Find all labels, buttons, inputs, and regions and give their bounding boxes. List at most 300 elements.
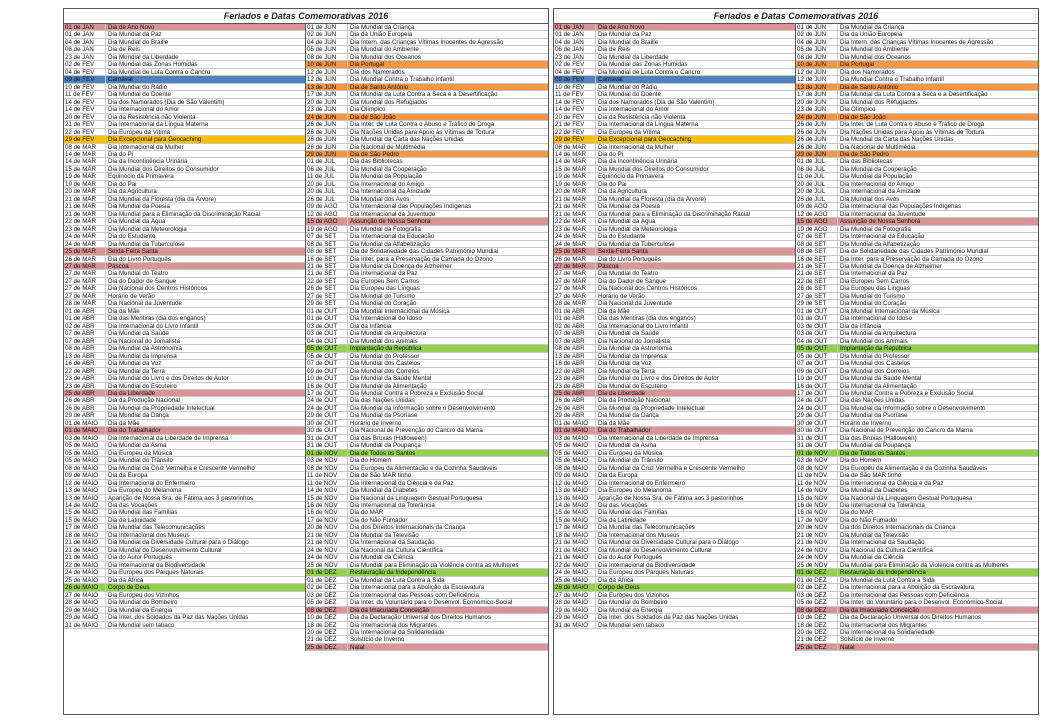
observance-cell: Dia Mundial da Alimentação xyxy=(840,382,917,389)
date-cell: 19 de MAR xyxy=(554,173,596,179)
date-cell: 23 de ABR xyxy=(554,383,596,389)
date-cell: 05 de OUT xyxy=(796,345,838,351)
date-row xyxy=(554,524,795,531)
date-row xyxy=(306,241,548,248)
date-row xyxy=(64,278,305,285)
observance-cell: Dia Mundial da Luta Contra a Sida xyxy=(350,576,445,584)
date-row xyxy=(64,54,305,61)
date-cell: 27 de MAR xyxy=(64,278,106,284)
date-row xyxy=(554,256,795,263)
observance-cell: Dia da Imaculada Conceição xyxy=(840,606,920,614)
date-cell: 26 de ABR xyxy=(554,405,596,411)
observance-cell: Solstício de Inverno xyxy=(350,636,405,643)
date-row xyxy=(306,569,548,576)
date-cell: 28 de MAR xyxy=(554,300,596,306)
date-row xyxy=(554,151,795,158)
observance-cell: Assunção de Nossa Senhora xyxy=(840,218,921,225)
observance-cell: Dia Internacional da Solidariedade xyxy=(840,628,935,636)
date-cell: 15 de MAR xyxy=(554,166,596,172)
observance-cell: Dia Mundial das Telecomunicações xyxy=(108,524,205,531)
date-cell: 01 de JUL xyxy=(796,158,838,164)
observance-cell: Dia Mundial do Ambiente xyxy=(350,46,419,53)
date-cell: 23 de JAN xyxy=(554,54,596,60)
date-row xyxy=(554,622,795,629)
date-cell: 01 de JAN xyxy=(64,24,106,30)
observance-cell: Dia dos Namorados (Dia de São Valentim) xyxy=(598,98,715,106)
date-row xyxy=(796,181,1038,188)
observance-cell: Dia Mundial dos Refugiados xyxy=(350,98,428,106)
date-row xyxy=(306,129,548,136)
observance-cell: Dia Mundial da Cooperação xyxy=(350,165,427,173)
date-row xyxy=(554,188,795,195)
date-row xyxy=(64,524,305,531)
date-row xyxy=(306,54,548,61)
observance-cell: Dia Internacional do Enfermeiro xyxy=(598,479,686,487)
date-cell: 21 de MAIO xyxy=(554,547,596,553)
date-cell: 24 de JUN xyxy=(306,114,348,120)
date-row xyxy=(554,607,795,614)
date-cell: 07 de ABR xyxy=(554,330,596,336)
date-cell: 01 de DEZ xyxy=(306,577,348,583)
observance-cell: Dia de São MAR tinho xyxy=(350,472,412,479)
observance-cell: Restauração da Independência xyxy=(350,569,437,576)
date-row xyxy=(554,91,795,98)
observance-cell: Horário de Inverno xyxy=(350,419,402,427)
observance-cell: Dia Mundial da Arquitectura xyxy=(840,330,917,337)
date-row xyxy=(64,562,305,569)
observance-cell: Dia do Estudante xyxy=(108,233,156,240)
date-cell: 01 de OUT xyxy=(306,315,348,321)
observance-cell: Dia Internacional da Mulher xyxy=(598,143,674,150)
observance-cell: Dia da Agricultura xyxy=(108,188,157,195)
date-cell: 27 de MAR xyxy=(554,293,596,299)
date-cell: 20 de NOV xyxy=(306,524,348,530)
date-cell: 26 de JUL xyxy=(796,196,838,202)
date-row xyxy=(796,308,1038,315)
date-cell: 08 de SET xyxy=(796,241,838,247)
observance-cell: Dia Mundial da Doença de Alzheimer xyxy=(840,263,942,270)
date-cell: 11 de NOV xyxy=(796,472,838,478)
date-cell: 21 de DEZ xyxy=(306,636,348,642)
date-cell: 27 de MAR xyxy=(554,270,596,276)
date-row xyxy=(796,226,1038,233)
observance-cell: Dia da Liberdade xyxy=(598,389,646,397)
date-cell: 26 de ABR xyxy=(64,397,106,403)
date-row xyxy=(554,450,795,457)
date-cell: 01 de ABR xyxy=(554,315,596,321)
date-cell: 30 de OUT xyxy=(306,427,348,433)
observance-cell: Dia dos Direitos Internacionais da Criança xyxy=(840,524,956,531)
observance-cell: Dia Mundial da Dança xyxy=(108,412,169,419)
observance-cell: Dia Olímpico xyxy=(350,106,386,113)
date-cell: 28 de MAR xyxy=(64,300,106,306)
observance-cell: Dia Mundial da Televisão xyxy=(350,531,419,539)
date-cell: 10 de OUT xyxy=(796,375,838,381)
date-cell: 06 de JUL xyxy=(796,166,838,172)
observance-cell: Dia do MAR xyxy=(840,509,874,516)
date-cell: 14 de MAR xyxy=(554,158,596,164)
date-cell: 20 de JUN xyxy=(796,99,838,105)
observance-cell: Dia Mundial da Propriedade Intelectual xyxy=(598,404,705,412)
date-cell: 27 de SET xyxy=(306,293,348,299)
date-row xyxy=(306,151,548,158)
date-cell: 25 de MAR xyxy=(554,248,596,254)
observance-cell: Dia Mundial da Água xyxy=(598,218,656,225)
date-row xyxy=(796,435,1038,442)
date-row xyxy=(796,390,1038,397)
observance-cell: Dia Mundial do Rádio xyxy=(108,83,168,91)
observance-cell: Dia Internacional da Juventude xyxy=(840,210,926,218)
date-row xyxy=(64,330,305,337)
date-row xyxy=(554,614,795,621)
date-cell: 16 de OUT xyxy=(796,383,838,389)
date-row xyxy=(64,218,305,225)
date-cell: 05 de JUN xyxy=(796,46,838,52)
observance-cell: Dia Mundial da Dança xyxy=(598,412,659,419)
observance-cell: Dia Mundial do Rádio xyxy=(598,83,658,91)
date-cell: 21 de MAR xyxy=(64,211,106,217)
date-row xyxy=(306,472,548,479)
date-row xyxy=(306,218,548,225)
date-cell: 10 de DEZ xyxy=(306,614,348,620)
date-row xyxy=(306,584,548,591)
observance-cell: Dia Mundial da Imprensa xyxy=(108,352,177,360)
observance-cell: Dia Internacional da Biodiversidade xyxy=(598,561,696,569)
date-row xyxy=(64,517,305,524)
date-cell: 08 de MAIO xyxy=(64,465,106,471)
date-cell: 23 de ABR xyxy=(64,383,106,389)
date-row xyxy=(796,129,1038,136)
observance-cell: Dia de São João xyxy=(840,113,886,121)
observance-cell: Dia Mundial da Saúde Mental xyxy=(350,375,432,382)
observance-cell: Dia Mundial Internacional da Música xyxy=(350,307,450,315)
observance-cell: Dia Europeu dos Parques Naturais xyxy=(598,569,694,576)
date-row xyxy=(306,487,548,494)
observance-cell: Dia Intern. das Crianças Vítimas Inocentes de Agressão xyxy=(350,38,504,46)
date-cell: 04 de JUN xyxy=(796,39,838,45)
date-cell: 01 de JUL xyxy=(306,158,348,164)
date-cell: 08 de MAIO xyxy=(554,465,596,471)
calendar-sheet-right xyxy=(553,8,1039,715)
date-cell: 13 de ABR xyxy=(64,353,106,359)
observance-cell: Dia de São Pedro xyxy=(350,150,399,158)
date-cell: 24 de MAR xyxy=(64,241,106,247)
observance-cell: Dia Mundial dos Castelos xyxy=(840,360,911,367)
date-row xyxy=(64,24,305,31)
date-row xyxy=(796,644,1038,651)
observance-cell: Dia Inter. para a Preservação da Camada do Ozono xyxy=(840,255,983,262)
observance-cell: Aparição de Nossa Sra. de Fátima aos 3 pastorinhos xyxy=(598,494,744,501)
date-row xyxy=(64,577,305,584)
observance-cell: Dia Mundial da Saúde Mental xyxy=(840,375,922,382)
date-cell: 11 de JUL xyxy=(306,173,348,179)
date-row xyxy=(554,390,795,397)
observance-cell: Dia Mundial do Desenvolvimento Cultural xyxy=(598,546,712,554)
observance-cell: Dia Internacional da Amizade xyxy=(840,188,921,195)
date-row xyxy=(796,383,1038,390)
observance-cell: Dia Nacional da Cultura Científica xyxy=(350,546,443,554)
observance-cell: Horário de Verão xyxy=(108,292,155,300)
observance-cell: Solstício de Inverno xyxy=(840,636,895,643)
date-cell: 20 de JUL xyxy=(306,188,348,194)
date-cell: 20 de MAR xyxy=(64,188,106,194)
observance-cell: Dia Mundial da Diversidade Cultural para o Diálogo xyxy=(598,539,739,546)
observance-cell: Dia dos Namorados (Dia de São Valentim) xyxy=(108,98,225,106)
date-cell: 26 de JUN xyxy=(796,144,838,150)
observance-cell: Dia Internacional dos Migrantes xyxy=(350,621,438,628)
observance-cell: Dia Mundial da Televisão xyxy=(840,531,909,539)
date-cell: 01 de OUT xyxy=(796,315,838,321)
date-cell: 19 de MAR xyxy=(64,173,106,179)
observance-cell: Dia Mundial do Professor xyxy=(350,352,420,360)
observance-cell: Dia Mundial dos Animais xyxy=(350,337,418,345)
date-cell: 26 de MAR xyxy=(554,256,596,262)
date-cell: 15 de AGO xyxy=(306,218,348,224)
date-cell: 30 de OUT xyxy=(796,427,838,433)
observance-cell: Dia Mundial do Teatro xyxy=(598,270,659,277)
observance-cell: Dia da Agricultura xyxy=(598,188,647,195)
date-row xyxy=(306,315,548,322)
observance-cell: Dia Mundial da Floresta (dia da Árvore) xyxy=(598,195,706,203)
date-row xyxy=(554,323,795,330)
column-jan-may xyxy=(554,24,796,651)
date-cell: 08 de ABR xyxy=(64,345,106,351)
observance-cell: Dia Internacional das Populações Indígenas xyxy=(840,203,962,210)
observance-cell: Dia de Todos os Santos xyxy=(840,449,906,457)
date-row xyxy=(554,592,795,599)
date-cell: 28 de MAIO xyxy=(64,599,106,605)
observance-cell: Dia Internacional da Educação xyxy=(840,233,925,240)
observance-cell: Dia do Trabalhador xyxy=(108,427,161,434)
observance-cell: Corpo de Deus xyxy=(598,584,640,591)
observance-cell: Dia do Estudante xyxy=(598,233,646,240)
observance-cell: Dia Mundial da Diabetes xyxy=(840,487,908,494)
observance-cell: Dia Portugal xyxy=(350,61,385,68)
date-row xyxy=(64,442,305,449)
observance-cell: Dia Olímpico xyxy=(840,106,876,113)
date-cell: 01 de DEZ xyxy=(306,569,348,575)
observance-cell: Dia Mundial dos Direitos do Consumidor xyxy=(598,165,709,173)
date-row xyxy=(64,121,305,128)
date-cell: 15 de NOV xyxy=(796,495,838,501)
observance-cell: Dia Mundial do Trânsito xyxy=(598,457,664,464)
observance-cell: Dia Mundial da Paz xyxy=(108,31,162,38)
date-cell: 26 de MAIO xyxy=(554,584,596,590)
observance-cell: Dia Europeu dos Vizinhos xyxy=(598,591,670,599)
date-cell: 25 de MAIO xyxy=(64,577,106,583)
date-cell: 07 de OUT xyxy=(306,360,348,366)
observance-cell: Dia Mundial do Braille xyxy=(598,38,659,46)
date-row xyxy=(306,412,548,419)
date-cell: 04 de FEV xyxy=(554,69,596,75)
date-cell: 01 de ABR xyxy=(64,308,106,314)
observance-cell: Corpo de Deus xyxy=(108,584,150,591)
observance-cell: Dia Internacional da Liberdade de Imprensa xyxy=(598,434,719,442)
observance-cell: Dia Internacional da Educação xyxy=(350,233,435,240)
date-row xyxy=(796,278,1038,285)
observance-cell: Dia de Ano Novo xyxy=(598,24,645,31)
date-row xyxy=(796,173,1038,180)
date-cell: 24 de MAR xyxy=(554,233,596,239)
date-row xyxy=(554,278,795,285)
observance-cell: Dia Nacional de Prevenção do Cancro da Mama xyxy=(350,427,483,434)
date-row xyxy=(64,114,305,121)
date-row xyxy=(306,457,548,464)
date-cell: 01 de DEZ xyxy=(796,577,838,583)
date-cell: 24 de MAIO xyxy=(64,569,106,575)
date-row xyxy=(554,99,795,106)
date-cell: 01 de OUT xyxy=(306,308,348,314)
date-row xyxy=(554,315,795,322)
observance-cell: Dia Inter. do Voluntário para o Desenvol. Económico-Social xyxy=(840,599,1003,606)
date-cell: 26 de SET xyxy=(306,285,348,291)
date-row xyxy=(306,270,548,277)
date-row xyxy=(306,84,548,91)
observance-cell: Dia Mundial da Saúde xyxy=(108,330,169,337)
date-cell: 15 de MAIO xyxy=(64,509,106,515)
date-cell: 15 de NOV xyxy=(306,495,348,501)
date-cell: 02 de JUN xyxy=(796,31,838,37)
date-row xyxy=(306,39,548,46)
observance-cell: Dia da Europa xyxy=(108,472,148,479)
observance-cell: Dia das Mentiras (dia dos enganos) xyxy=(108,315,206,322)
date-cell: 05 de OUT xyxy=(306,345,348,351)
date-row xyxy=(64,106,305,113)
date-cell: 30 de OUT xyxy=(796,420,838,426)
observance-cell: Dia Europeu da Vítima xyxy=(108,128,171,136)
date-cell: 08 de NOV xyxy=(796,465,838,471)
date-row xyxy=(796,636,1038,643)
date-cell: 25 de DEZ xyxy=(306,644,348,650)
date-row xyxy=(306,293,548,300)
date-cell: 20 de JUL xyxy=(796,181,838,187)
observance-cell: Dia Mundial da Carta das Nações Unidas xyxy=(840,136,954,143)
observance-cell: Dia Mundial das Telecomunicações xyxy=(598,524,695,531)
date-row xyxy=(796,136,1038,143)
date-cell: 02 de DEZ xyxy=(796,584,838,590)
observance-cell: Dia da Imaculada Conceição xyxy=(350,606,430,614)
date-row xyxy=(64,539,305,546)
date-cell: 21 de MAIO xyxy=(64,554,106,560)
observance-cell: Dia Internacional dos Museus xyxy=(598,531,680,539)
date-row xyxy=(554,24,795,31)
observance-cell: Dia dos Direitos Internacionais da Criança xyxy=(350,524,466,531)
date-cell: 22 de FEV xyxy=(64,129,106,135)
date-cell: 02 de JUN xyxy=(306,31,348,37)
observance-cell: Dia Mundial da Cruz Vermelha e Crescente Vermelho xyxy=(108,464,255,472)
observance-cell: Dia do Dador de Sangue xyxy=(598,277,667,285)
date-row xyxy=(306,345,548,352)
date-cell: 21 de MAIO xyxy=(64,539,106,545)
date-row xyxy=(64,323,305,330)
observance-cell: Dia dos Namorados xyxy=(350,68,405,76)
date-row xyxy=(64,397,305,404)
date-row xyxy=(64,136,305,143)
date-row xyxy=(554,211,795,218)
date-row xyxy=(554,308,795,315)
date-cell: 22 de ABR xyxy=(554,368,596,374)
date-cell: 29 de SET xyxy=(796,300,838,306)
observance-cell: Dia Mundial de Luta Contra o Cancro xyxy=(108,68,211,76)
observance-cell: Dia Europeu da Música xyxy=(108,449,173,457)
observance-cell: Dia Mundial da Imprensa xyxy=(598,352,667,360)
date-row xyxy=(306,636,548,643)
date-cell: 12 de AGO xyxy=(796,211,838,217)
date-cell: 01 de JAN xyxy=(64,31,106,37)
observance-cell: Dia Excepcional para Geocaching xyxy=(598,136,692,143)
date-cell: 25 de NOV xyxy=(796,562,838,568)
observance-cell: Dia Internacional da Paz xyxy=(350,270,418,277)
observance-cell: Dia Internacional para a Abolição da Escravatura xyxy=(350,584,485,591)
date-cell: 03 de OUT xyxy=(796,323,838,329)
sheet-title: Feriados e Datas Comemorativas 2016 xyxy=(554,9,1038,24)
date-cell: 26 de JUN xyxy=(306,121,348,127)
date-row xyxy=(554,509,795,516)
observance-cell: Dia Europeu Sem Carros xyxy=(350,277,420,285)
observance-cell: Carnaval xyxy=(108,76,133,83)
observance-cell: Dia de São João xyxy=(350,113,396,121)
observance-cell: Dia Mundial do Turismo xyxy=(840,292,905,300)
date-cell: 05 de JUN xyxy=(306,46,348,52)
date-row xyxy=(796,24,1038,31)
date-cell: 05 de OUT xyxy=(306,353,348,359)
date-row xyxy=(554,427,795,434)
date-cell: 26 de JUN xyxy=(796,129,838,135)
date-row xyxy=(554,181,795,188)
date-cell: 26 de SET xyxy=(796,285,838,291)
date-row xyxy=(306,158,548,165)
observance-cell: Dia Internacional da Ciência e da Paz xyxy=(350,479,454,487)
observance-cell: Dia Mundial de Luta Contra o Cancro xyxy=(598,68,701,76)
date-row xyxy=(796,256,1038,263)
observance-cell: Dia das Bruxas (Halloween) xyxy=(840,434,917,442)
date-row xyxy=(554,203,795,210)
observance-cell: Dia Mundial Contra a Pobreza e Exclusão Social xyxy=(840,389,974,397)
observance-cell: Dia Mundial da Psoríase xyxy=(840,412,908,419)
observance-cell: Dia do Pi xyxy=(598,150,624,158)
date-row xyxy=(64,547,305,554)
date-row xyxy=(306,91,548,98)
observance-cell: Dia do Não Fumador xyxy=(350,516,408,524)
date-cell: 23 de JUN xyxy=(306,106,348,112)
observance-cell: Dia das Bruxas (Halloween) xyxy=(350,434,427,442)
observance-cell: Dia da Latinidade xyxy=(108,516,157,524)
observance-cell: Dia do Livro Português xyxy=(598,255,661,262)
date-cell: 08 de MAR xyxy=(64,144,106,150)
date-cell: 04 de JUN xyxy=(306,39,348,45)
observance-cell: Dia Mundial da Alfabetização xyxy=(350,240,430,248)
observance-cell: Dia Mundial da Liberdade xyxy=(598,53,669,61)
date-row xyxy=(64,368,305,375)
date-cell: 21 de SET xyxy=(306,270,348,276)
date-cell: 03 de NOV xyxy=(796,457,838,463)
date-row xyxy=(554,487,795,494)
observance-cell: Dia Mundial para a Eliminação da Discriminação Racial xyxy=(598,210,751,218)
date-cell: 23 de MAR xyxy=(64,226,106,232)
observance-cell: Dia Mundial da Fotografia xyxy=(350,225,421,233)
observance-cell: Dia das Vocações xyxy=(108,502,158,509)
observance-cell: Dia Mundial da Energia xyxy=(598,606,663,614)
observance-cell: Dia Nacional da Juventude xyxy=(598,300,672,307)
date-row xyxy=(796,412,1038,419)
date-row xyxy=(554,39,795,46)
observance-cell: Dia Europeu dos Vizinhos xyxy=(108,591,180,599)
observance-cell: Dia Mundial da Energia xyxy=(108,606,173,614)
date-row xyxy=(796,345,1038,352)
date-cell: 25 de ABR xyxy=(554,390,596,396)
date-row xyxy=(554,599,795,606)
observance-cell: Dia Mundial do Ambiente xyxy=(840,46,909,53)
